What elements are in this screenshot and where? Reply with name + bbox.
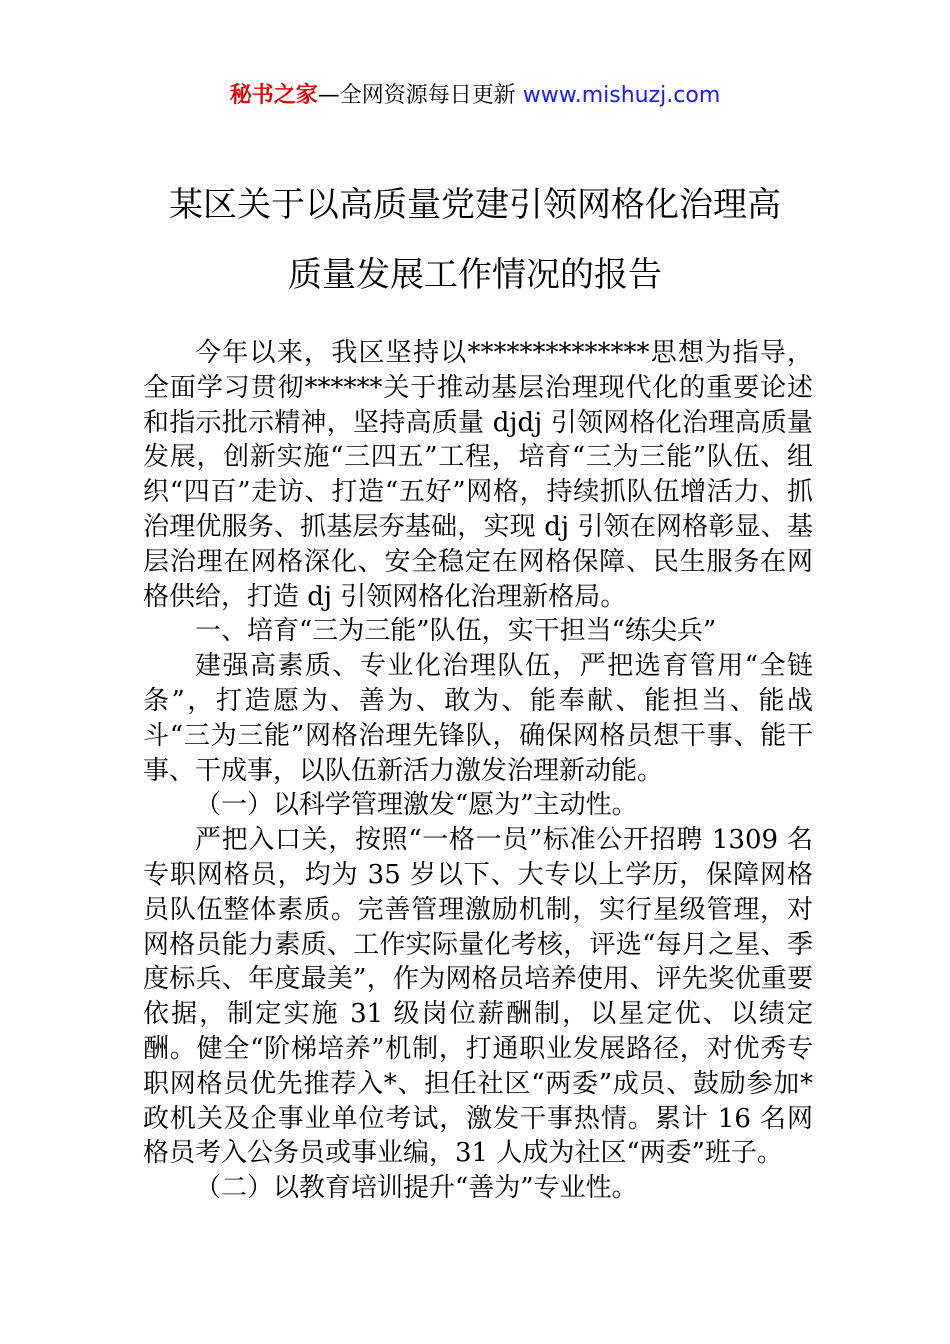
title-line-1: 某区关于以高质量党建引领网格化治理高 (169, 185, 781, 225)
subsection-heading-2: （二）以教育培训提升“善为”专业性。 (195, 1173, 638, 1204)
paragraph-intro: 今年以来，我区坚持以**************思想为指导，全面学习贯彻******关于推动基层治理现代化的重要论述和指示批示精神，坚持高质量 djdj 引领网格化治理高质量发展，创新实施“三四五”工程，培育“三为三能”队伍、组织“四百”走访、打造“五好”网格，持续抓队伍增活力、抓治理优服务、抓基层夯基础，实现 dj 引领在网格彰显、基层治理在网格深化、安全稳定在网格保障、民生服务在网格供给，打造 dj 引领网格化治理新格局。 (143, 338, 813, 612)
site-header (0, 80, 950, 112)
header-tagline: —全网资源每日更新 (317, 83, 523, 108)
document-title (0, 170, 950, 310)
document-body (143, 336, 813, 1206)
paragraph-subsection-1: 严把入口关，按照“一格一员”标准公开招聘 1309 名专职网格员，均为 35 岁以下、大专以上学历，保障网格员队伍整体素质。完善管理激励机制，实行星级管理，对网格员能力素质、工作实际量化考核，评选“每月之星、季度标兵、年度最美”，作为网格员培养使用、评先奖优重要依据，制定实施 31 级岗位薪酬制，以星定优、以绩定酬。健全“阶梯培养”机制，打通职业发展路径，对优秀专职网格员优先推荐入*、担任社区“两委”成员、鼓励参加*政机关及企事业单位考试，激发干事热情。累计 16 名网格员考入公务员或事业编，31 人成为社区“两委”班子。 (143, 825, 813, 1169)
title-line-2: 质量发展工作情况的报告 (288, 255, 662, 295)
brand-name: 秘书之家 (229, 83, 318, 108)
section-heading-1: 一、培育“三为三能”队伍，实干担当“练尖兵” (195, 616, 717, 647)
site-url-link[interactable]: www.mishuzj.com (522, 83, 721, 108)
subsection-heading-1: （一）以科学管理激发“愿为”主动性。 (195, 790, 638, 821)
paragraph-section-1: 建强高素质、专业化治理队伍，严把选育管用“全链条”，打造愿为、善为、敢为、能奉献、能担当、能战斗“三为三能”网格治理先锋队，确保网格员想干事、能干事、干成事，以队伍新活力激发治理新动能。 (143, 651, 813, 786)
